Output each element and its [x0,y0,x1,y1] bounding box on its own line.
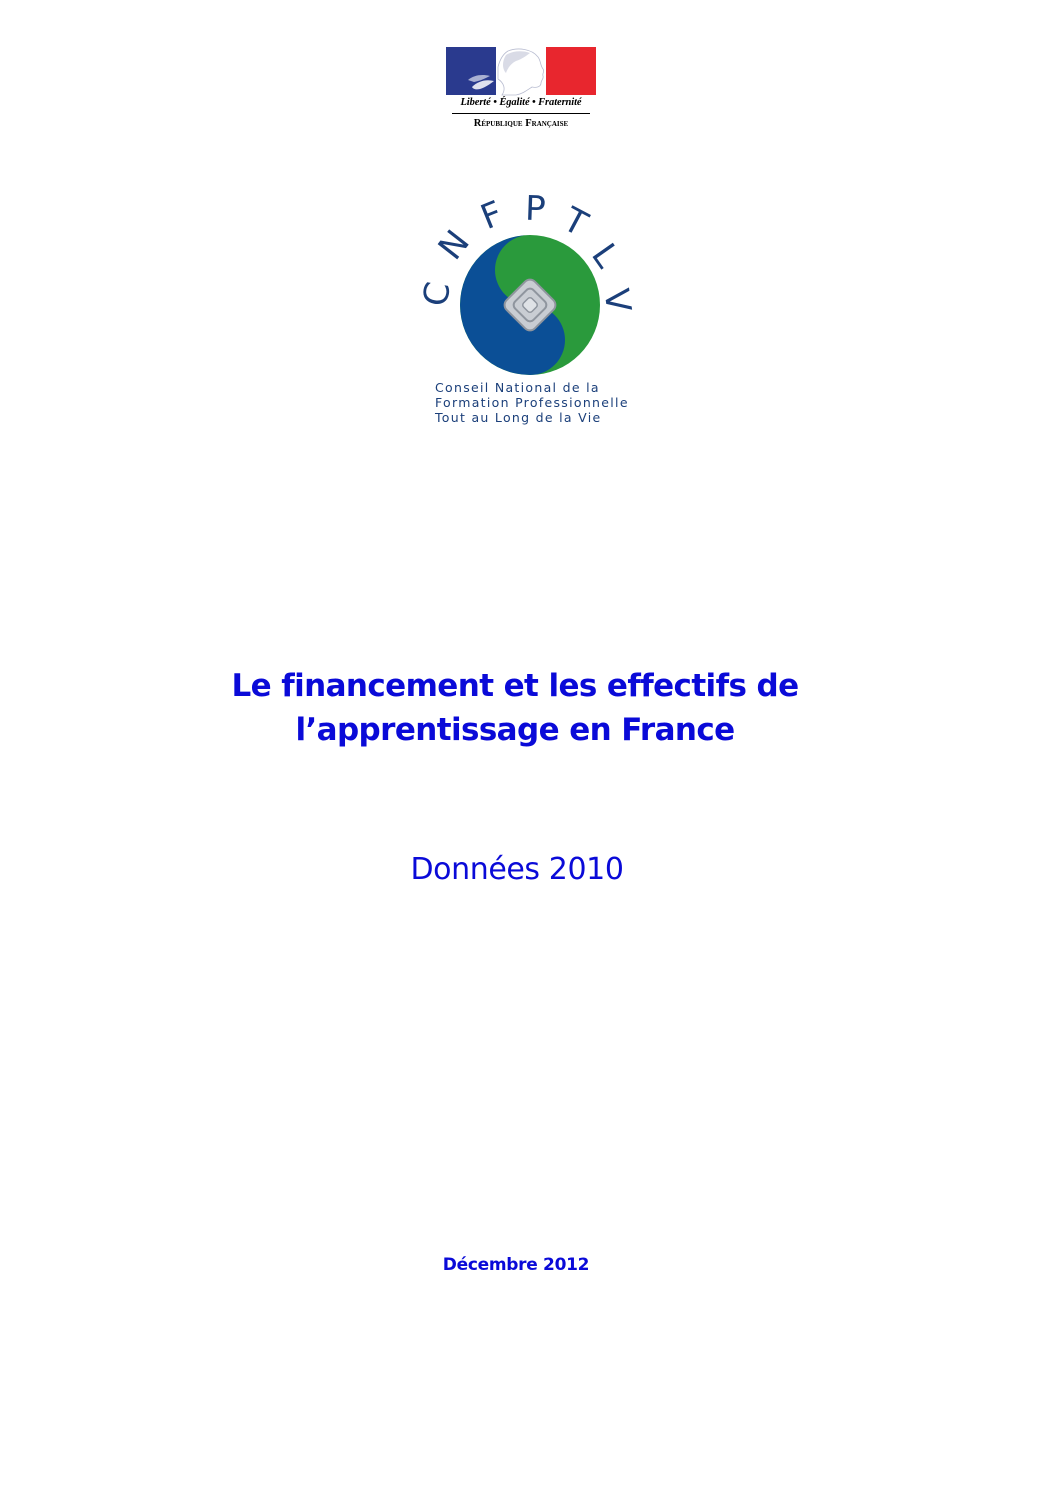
title-line: l’apprentissage en France [295,712,735,748]
republique-francaise-logo [446,47,596,137]
cnfptlv-caption [435,380,655,425]
title-line: Le financement et les effectifs de [231,668,799,704]
logo-letter-c: C [415,278,459,310]
caption-line: Formation Professionnelle [435,395,629,410]
caption-line: Tout au Long de la Vie [435,410,602,425]
logo-letter-p: P [524,188,547,230]
document-subtitle: Données 2010 [410,852,624,887]
logo-letter-t: T [556,199,594,245]
publication-date: Décembre 2012 [442,1255,590,1275]
caption-line: Conseil National de la [435,380,600,395]
logo-letter-n: N [430,222,478,268]
logo-letter-v: V [595,286,639,315]
document-title [0,664,1030,752]
republic-name: République Française [473,118,569,129]
logo-letter-f: F [475,193,509,239]
logo-divider [452,113,590,114]
marianne-flag-icon [446,47,596,95]
republic-motto: Liberté • Égalité • Fraternité [460,97,582,108]
cnfptlv-emblem-icon [415,188,639,376]
logo-letter-l: L [583,236,627,275]
